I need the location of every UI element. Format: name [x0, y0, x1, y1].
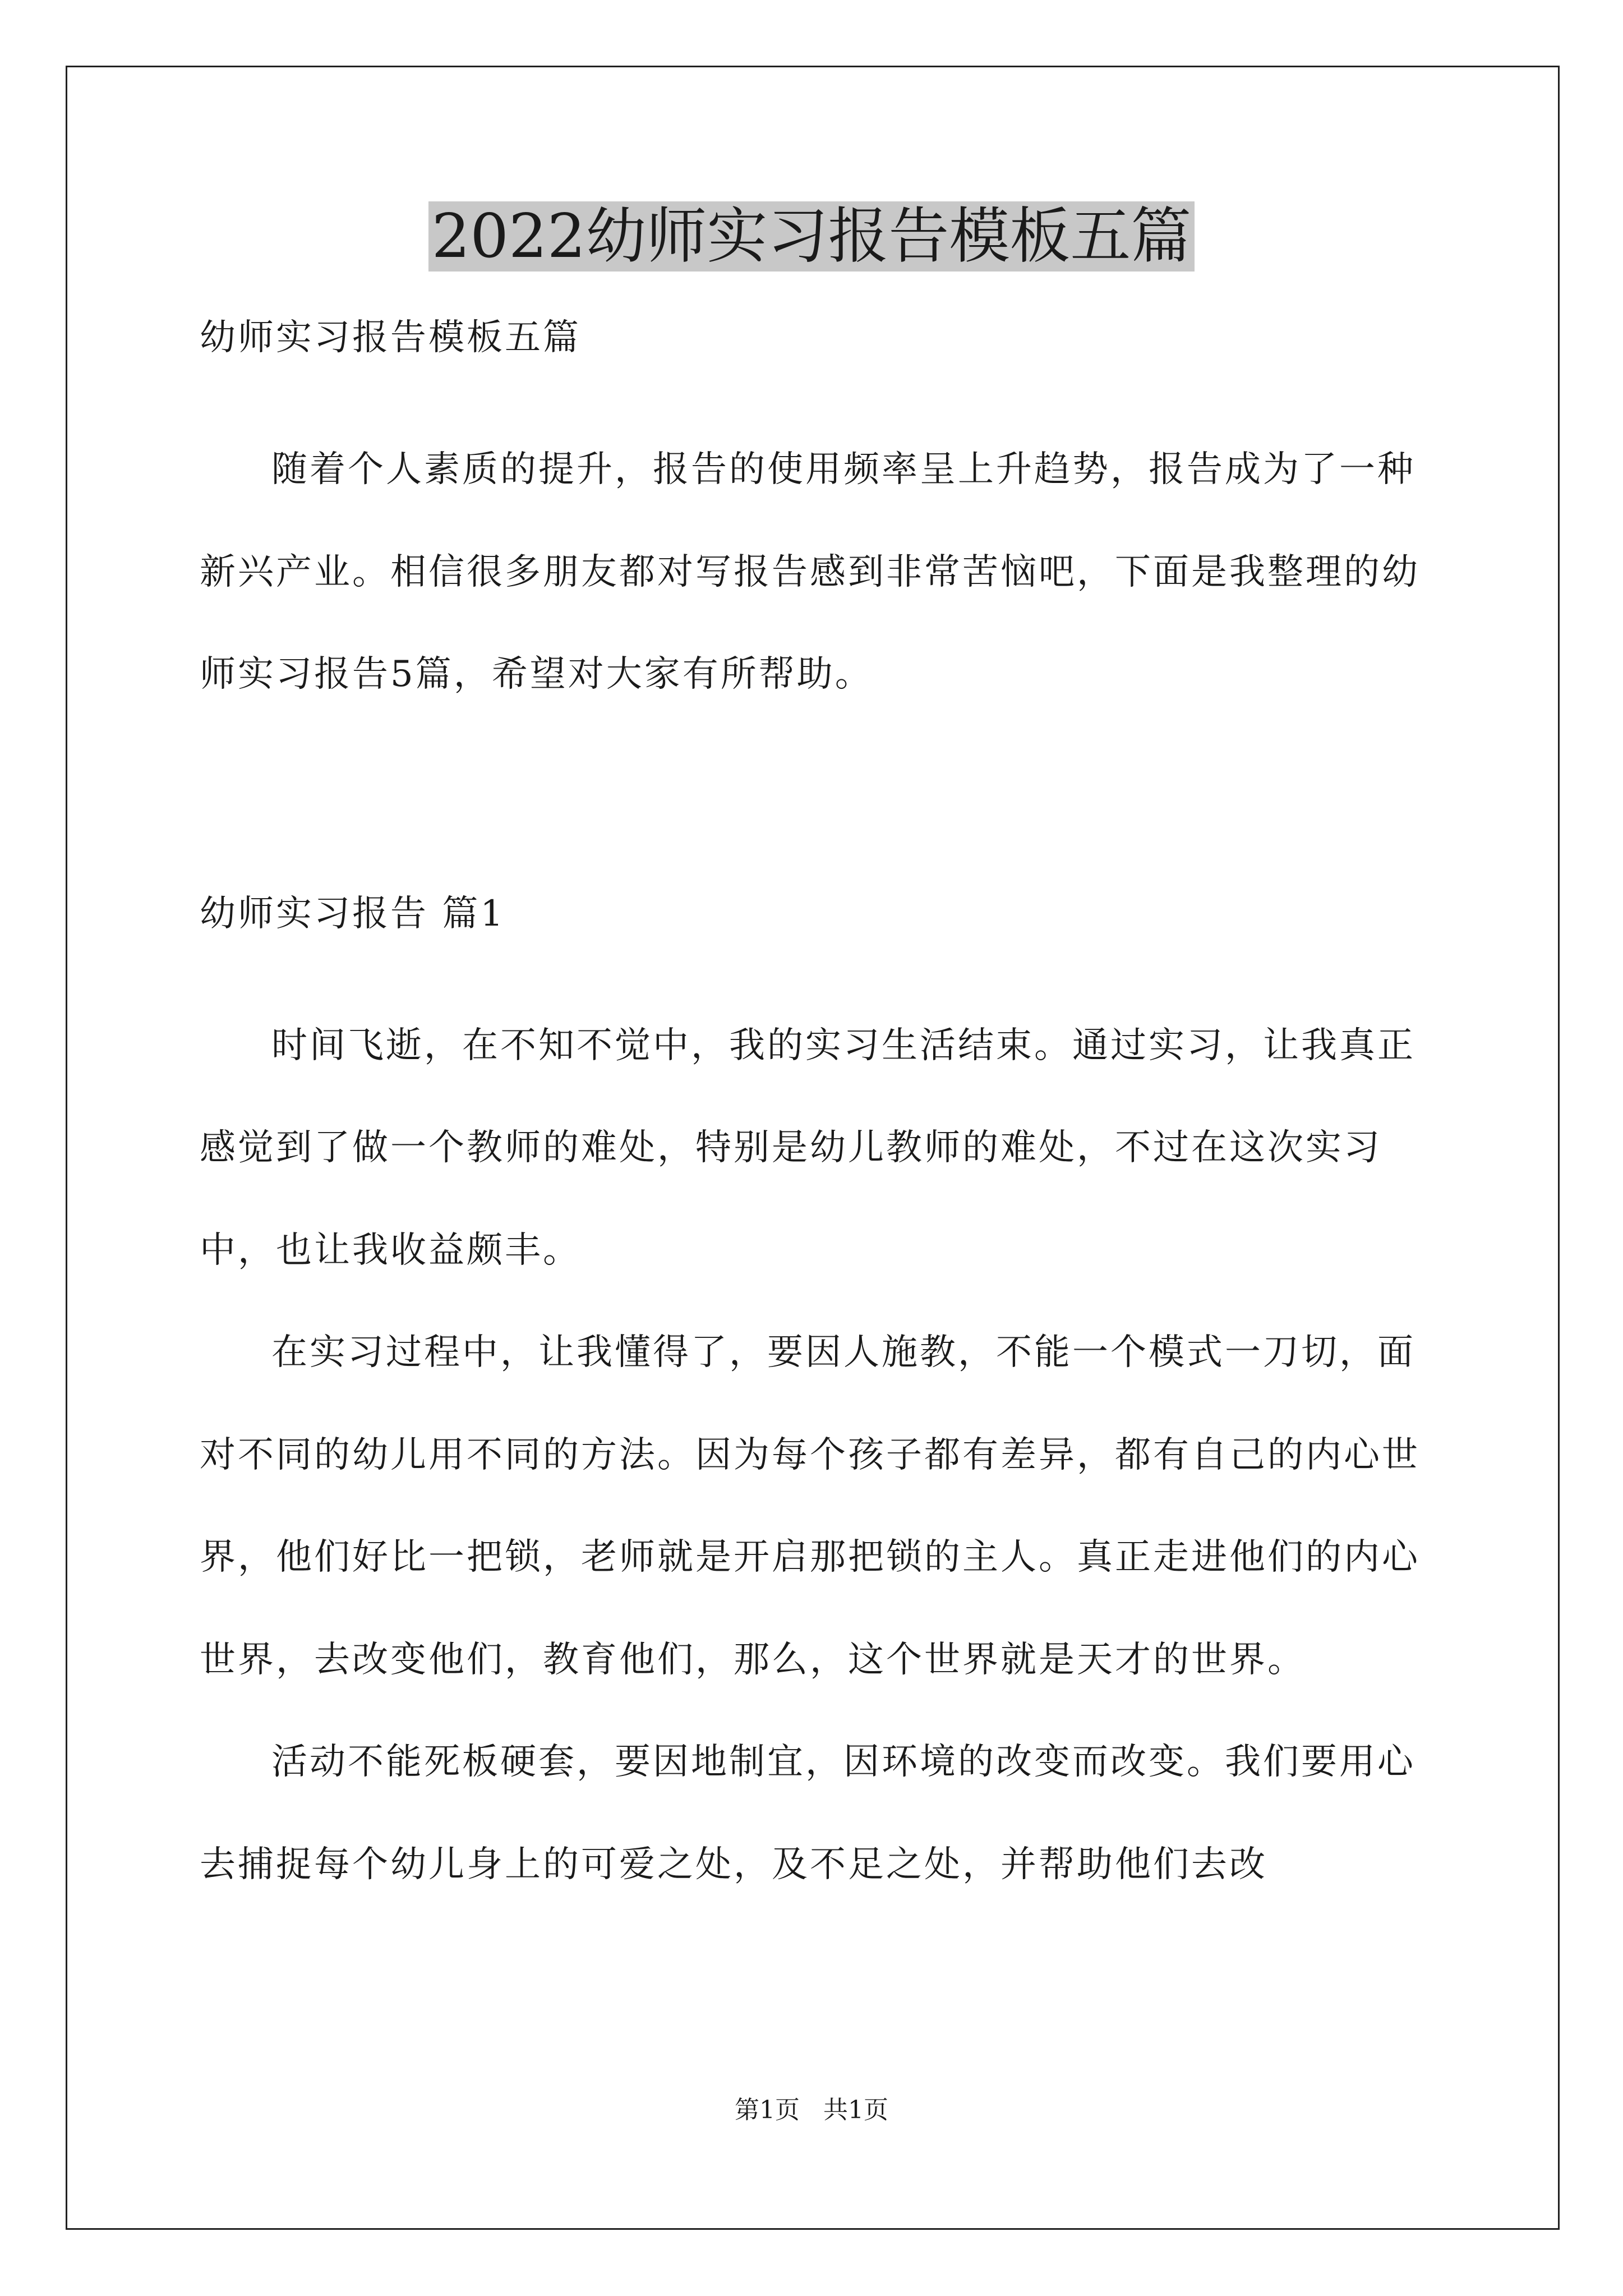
document-title: 2022幼师实习报告模板五篇: [0, 197, 1623, 276]
body-paragraph: 活动不能死板硬套，要因地制宜，因环境的改变而改变。我们要用心去捕捉每个幼儿身上的可爱之处，及不足之处，并帮助他们去改: [200, 1741, 1415, 1885]
body-paragraph: 时间飞逝，在不知不觉中，我的实习生活结束。通过实习，让我真正感觉到了做一个教师的难处，特别是幼儿教师的难处，不过在这次实习中，也让我收益颇丰。: [200, 1024, 1415, 1271]
page-footer: 第1页 共1页: [735, 2096, 888, 2124]
intro-paragraph: 随着个人素质的提升，报告的使用频率呈上升趋势，报告成为了一种新兴产业。相信很多朋友都对写报告感到非常苦恼吧，下面是我整理的幼师实习报告5篇，希望对大家有所帮助。: [200, 449, 1420, 695]
body-paragraph: 在实习过程中，让我懂得了，要因人施教，不能一个模式一刀切，面对不同的幼儿用不同的方法。因为每个孩子都有差异，都有自己的内心世界，他们好比一把锁，老师就是开启那把锁的主人。真正走进他们的内心世界，去改变他们，教育他们，那么，这个世界就是天才的世界。: [200, 1332, 1420, 1681]
section-heading: 幼师实习报告 篇1: [200, 892, 506, 935]
document-body: [200, 309, 1433, 1916]
document-subtitle: 幼师实习报告模板五篇: [200, 317, 581, 358]
